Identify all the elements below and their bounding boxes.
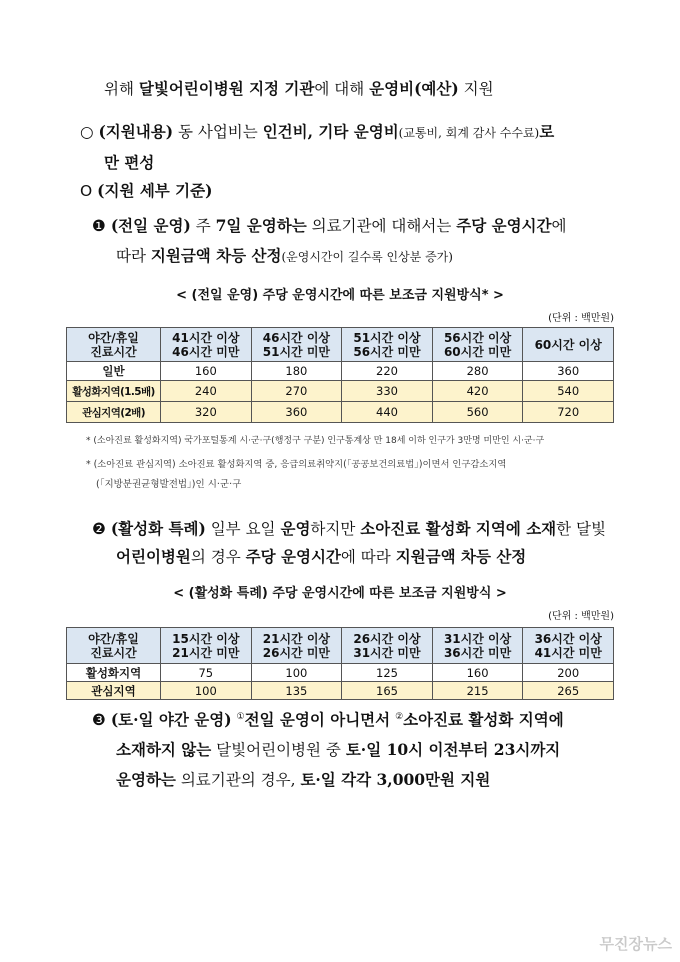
note1: * (소아진료 활성화지역) 국가포털통계 시·군·구(행정구 구분) 인구통계상 만 18세 이하 인구가 3만명 미만인 시·군·구: [86, 436, 545, 446]
table1-cell: 180: [251, 362, 342, 381]
support-content-line2: 만 편성: [104, 153, 155, 172]
item2-line2: 어린이병원의 경우 주당 운영시간에 따라 지원금액 차등 산정: [116, 547, 527, 566]
item3-marker: ❸: [92, 711, 106, 729]
table1-header-cell: 56시간 이상 60시간 미만: [432, 328, 523, 362]
note2b: (「지방분권균형발전법」)인 시·군·구: [96, 479, 242, 490]
item3-line3: 운영하는 의료기관의 경우, 토·일 각각 3,000만원 지원: [116, 770, 491, 789]
table1-cell: 440: [342, 402, 433, 423]
table1-cell: 360: [523, 362, 614, 381]
table2-unit: (단위 : 백만원): [548, 611, 614, 622]
table1-header-cell: 60시간 이상: [523, 328, 614, 362]
table1-header-row: [67, 328, 614, 362]
item3-line2: 소재하지 않는 달빛어린이병원 중 토·일 10시 이전부터 23시까지: [116, 740, 561, 759]
table2-cell: 200: [523, 664, 614, 682]
table1-cell: 320: [161, 402, 252, 423]
table2-header-cell: 31시간 이상 36시간 미만: [432, 628, 523, 664]
table2-header-cell: 26시간 이상 31시간 미만: [342, 628, 433, 664]
table1-cell: 360: [251, 402, 342, 423]
table1-cell: 240: [161, 381, 252, 402]
table2-header-cell: 21시간 이상 26시간 미만: [251, 628, 342, 664]
table2-cell: 160: [432, 664, 523, 682]
table1-row-label: 관심지역(2배): [67, 402, 161, 423]
table1: [66, 327, 614, 423]
item1-line1: ❶ (전일 운영) 주 7일 운영하는 의료기관에 대해서는 주당 운영시간에: [92, 216, 567, 235]
table2-cell: 125: [342, 664, 433, 682]
table2-cell: 165: [342, 682, 433, 700]
table1-header-cell: 51시간 이상 56시간 미만: [342, 328, 433, 362]
note2a: * (소아진료 관심지역) 소아진료 활성화지역 중, 응급의료취약지(「공공보건의료법」)이면서 인구감소지역: [86, 459, 507, 470]
table2-row-label: 관심지역: [67, 682, 161, 700]
bullet-circle: ○: [80, 123, 94, 141]
table1-row-label: 활성화지역(1.5배): [67, 381, 161, 402]
item2-line1: ❷ (활성화 특례) 일부 요일 운영하지만 소아진료 활성화 지역에 소재한 달빛: [92, 519, 607, 538]
support-criteria-line: O (지원 세부 기준): [80, 181, 213, 200]
table1-cell: 420: [432, 381, 523, 402]
table1-row-label: 일반: [67, 362, 161, 381]
table1-cell: 560: [432, 402, 523, 423]
table1-cell: 220: [342, 362, 433, 381]
table2-header-row: [67, 628, 614, 664]
table1-caption: < (전일 운영) 주당 운영시간에 따른 보조금 지원방식* >: [176, 288, 504, 303]
table2-cell: 100: [251, 664, 342, 682]
table1-unit: (단위 : 백만원): [548, 313, 614, 324]
table-row: [67, 402, 614, 423]
table-row: [67, 381, 614, 402]
watermark-logo: 무진장뉴스: [599, 935, 672, 953]
support-content-line1: ○ (지원내용) 동 사업비는 인건비, 기타 운영비(교통비, 회계 감사 수수료)로: [80, 122, 555, 141]
table1-cell: 270: [251, 381, 342, 402]
table2-cell: 75: [161, 664, 252, 682]
table1-cell: 330: [342, 381, 433, 402]
table2-header-cell: 야간/휴일 진료시간: [67, 628, 161, 664]
table1-header-cell: 야간/휴일 진료시간: [67, 328, 161, 362]
item1-line2: 따라 지원금액 차등 산정(운영시간이 길수록 인상분 증가): [116, 246, 453, 265]
table-row: [67, 362, 614, 381]
table-row: [67, 682, 614, 700]
item2-marker: ❷: [92, 520, 106, 538]
table2-row-label: 활성화지역: [67, 664, 161, 682]
bullet-o: O: [80, 182, 93, 200]
table2-cell: 265: [523, 682, 614, 700]
item3-line1: ❸ (토·일 야간 운영) ①전일 운영이 아니면서 ②소아진료 활성화 지역에: [92, 710, 564, 729]
table-row: [67, 664, 614, 682]
table1-cell: 720: [523, 402, 614, 423]
table2-cell: 100: [161, 682, 252, 700]
intro-line: 위해 달빛어린이병원 지정 기관에 대해 운영비(예산) 지원: [104, 79, 494, 98]
table1-header-cell: 41시간 이상 46시간 미만: [161, 328, 252, 362]
table2-cell: 215: [432, 682, 523, 700]
table1-header-cell: 46시간 이상 51시간 미만: [251, 328, 342, 362]
table2: [66, 627, 614, 700]
table2-caption: < (활성화 특례) 주당 운영시간에 따른 보조금 지원방식 >: [173, 586, 507, 601]
table1-cell: 280: [432, 362, 523, 381]
item1-marker: ❶: [92, 217, 106, 235]
table2-cell: 135: [251, 682, 342, 700]
table1-cell: 540: [523, 381, 614, 402]
table2-header-cell: 36시간 이상 41시간 미만: [523, 628, 614, 664]
table2-header-cell: 15시간 이상 21시간 미만: [161, 628, 252, 664]
table1-cell: 160: [161, 362, 252, 381]
